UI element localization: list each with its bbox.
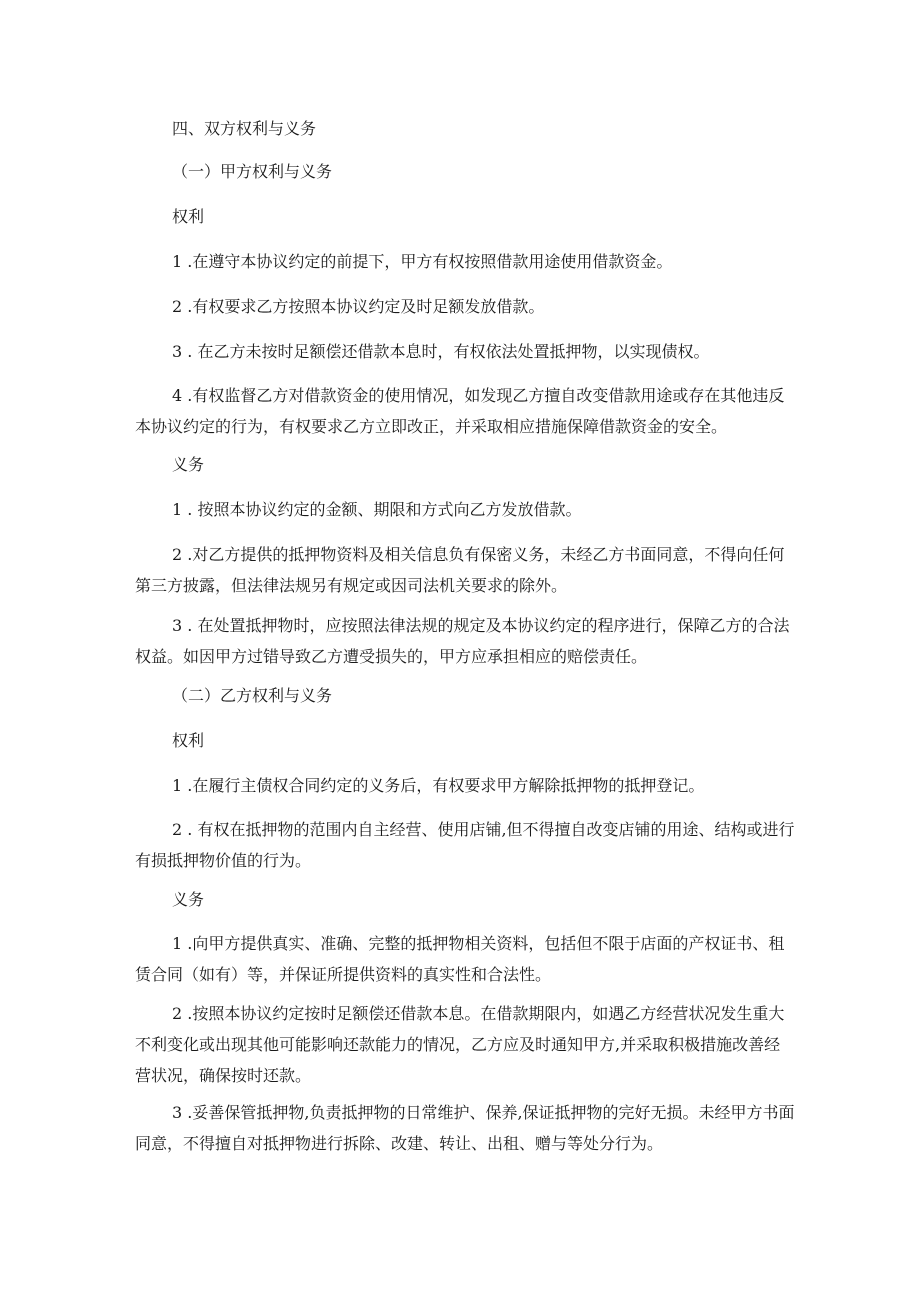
party-b-duties-label: 义务: [172, 890, 205, 909]
party-a-right-2: 2 .有权要求乙方按照本协议约定及时足额发放借款。: [172, 297, 545, 316]
party-a-heading: （一）甲方权利与义务: [172, 162, 333, 181]
party-a-rights-label: 权利: [172, 207, 205, 226]
party-b-duty-3: 3 .妥善保管抵押物,负责抵押物的日常维护、保养,保证抵押物的完好无损。未经甲方书面同意，不得擅自对抵押物进行拆除、改建、转让、出租、赠与等处分行为。: [135, 1103, 795, 1153]
party-b-heading: （二）乙方权利与义务: [172, 686, 333, 705]
party-a-right-4: 4 .有权监督乙方对借款资金的使用情况，如发现乙方擅自改变借款用途或存在其他违反本协议约定的行为，有权要求乙方立即改正，并采取相应措施保障借款资金的安全。: [135, 386, 785, 436]
party-a-duties-label: 义务: [172, 455, 205, 474]
party-a-duty-2: 2 .对乙方提供的抵押物资料及相关信息负有保密义务，未经乙方书面同意，不得向任何第三方披露，但法律法规另有规定或因司法机关要求的除外。: [135, 545, 785, 595]
party-b-right-2: 2 . 有权在抵押物的范围内自主经营、使用店铺,但不得擅自改变店铺的用途、结构或进行有损抵押物价值的行为。: [135, 820, 795, 870]
party-a-duty-3: 3 . 在处置抵押物时，应按照法律法规的规定及本协议约定的程序进行，保障乙方的合法权益。如因甲方过错导致乙方遭受损失的，甲方应承担相应的赔偿责任。: [135, 616, 790, 666]
party-b-duty-2: 2 .按照本协议约定按时足额偿还借款本息。在借款期限内，如遇乙方经营状况发生重大不利变化或出现其他可能影响还款能力的情况，乙方应及时通知甲方,并采取积极措施改善经营状况，确保按时还款。: [135, 1004, 785, 1085]
party-b-right-1: 1 .在履行主债权合同约定的义务后，有权要求甲方解除抵押物的抵押登记。: [172, 776, 705, 795]
party-a-right-1: 1 .在遵守本协议约定的前提下，甲方有权按照借款用途使用借款资金。: [172, 252, 673, 271]
section-title: 四、双方权利与义务: [172, 119, 317, 138]
party-b-rights-label: 权利: [172, 731, 205, 750]
party-a-right-3: 3 . 在乙方未按时足额偿还借款本息时，有权依法处置抵押物，以实现债权。: [172, 342, 710, 361]
party-b-duty-1: 1 .向甲方提供真实、准确、完整的抵押物相关资料，包括但不限于店面的产权证书、租赁合同（如有）等，并保证所提供资料的真实性和合法性。: [135, 934, 785, 984]
party-a-duty-1: 1 . 按照本协议约定的金额、期限和方式向乙方发放借款。: [172, 500, 582, 519]
